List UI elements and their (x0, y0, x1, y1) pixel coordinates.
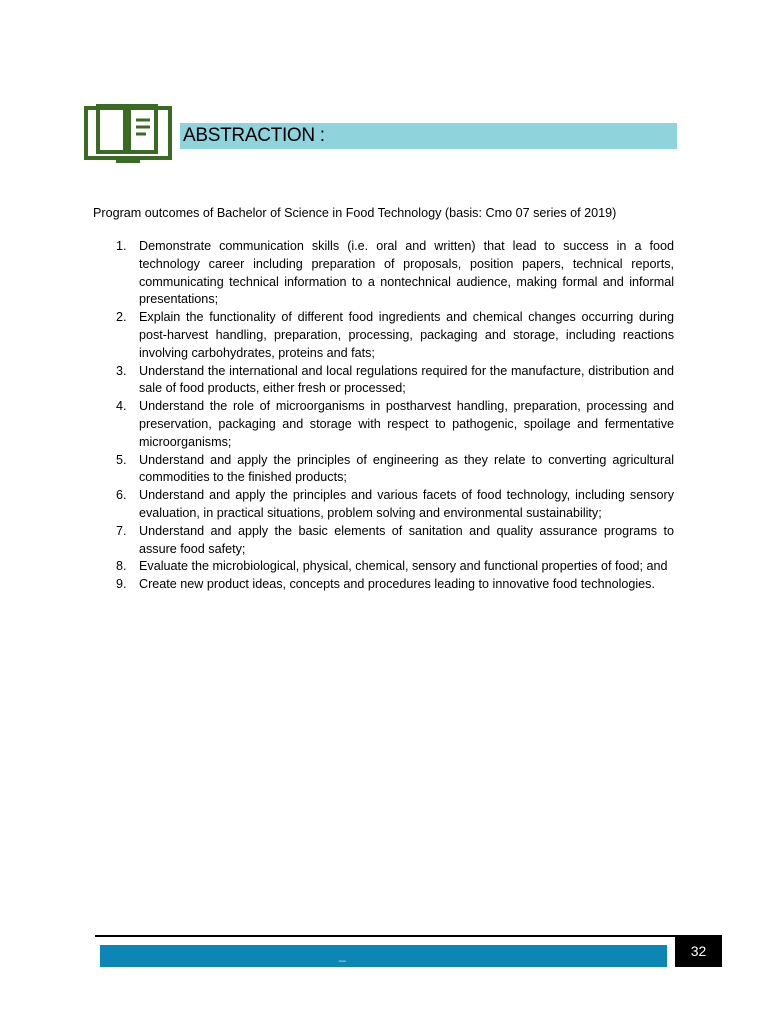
list-item (112, 576, 674, 594)
item-number: 8. (116, 559, 127, 574)
footer-band (100, 945, 667, 967)
item-number: 7. (116, 523, 127, 538)
item-text: Understand and apply the principles of engineering as they relate to converting agricultural commodities to the finished products; (139, 452, 674, 485)
footer-rule (95, 935, 722, 937)
item-text: Explain the functionality of different food ingredients and chemical changes occurring during post-harvest handling, preparation, processing, packaging and storage, including reactions involving carbohydrates, proteins and fats; (139, 310, 674, 360)
item-number: 1. (116, 239, 127, 253)
list-item (112, 309, 674, 362)
section-heading: ABSTRACTION : (183, 125, 325, 146)
item-text: Understand the role of microorganisms in postharvest handling, preparation, processing and preservation, packaging and storage with respect to pathogenic, spoilage and fermentative microorganisms; (139, 399, 674, 449)
item-text: Demonstrate communication skills (i.e. oral and written) that lead to success in a food technology career including preparation of proposals, position papers, technical reports, communicating technical information to a nontechnical audience, making formal and informal presentations; (139, 239, 674, 307)
section-heading-band (180, 123, 677, 149)
list-item (112, 452, 674, 488)
item-number: 6. (116, 488, 127, 503)
item-text: Understand the international and local regulations required for the manufacture, distribution and sale of food products, either fresh or processed; (139, 363, 674, 396)
list-item (112, 523, 674, 559)
item-number: 9. (116, 577, 127, 592)
item-text: Evaluate the microbiological, physical, chemical, sensory and functional properties of food; and (139, 559, 668, 574)
item-text: Understand and apply the basic elements of sanitation and quality assurance programs to assure food safety; (139, 523, 674, 556)
list-item (112, 238, 674, 309)
list-item (112, 363, 674, 399)
outcomes-list (112, 238, 674, 594)
item-text: Create new product ideas, concepts and procedures leading to innovative food technologies. (139, 577, 655, 592)
page-number: 32 (675, 935, 722, 967)
item-number: 2. (116, 310, 127, 325)
item-number: 5. (116, 452, 127, 467)
item-number: 4. (116, 399, 127, 414)
list-item (112, 558, 674, 576)
footer-dash: _ (339, 948, 346, 962)
program-outcomes-subtitle: Program outcomes of Bachelor of Science in Food Technology (basis: Cmo 07 series of 2019) (93, 206, 617, 220)
list-item (112, 398, 674, 451)
item-text: Understand and apply the principles and various facets of food technology, including sensory evaluation, in practical situations, problem solving and environmental sustainability; (139, 488, 674, 520)
item-number: 3. (116, 363, 127, 378)
list-item (112, 487, 674, 523)
open-book-icon (84, 104, 174, 166)
